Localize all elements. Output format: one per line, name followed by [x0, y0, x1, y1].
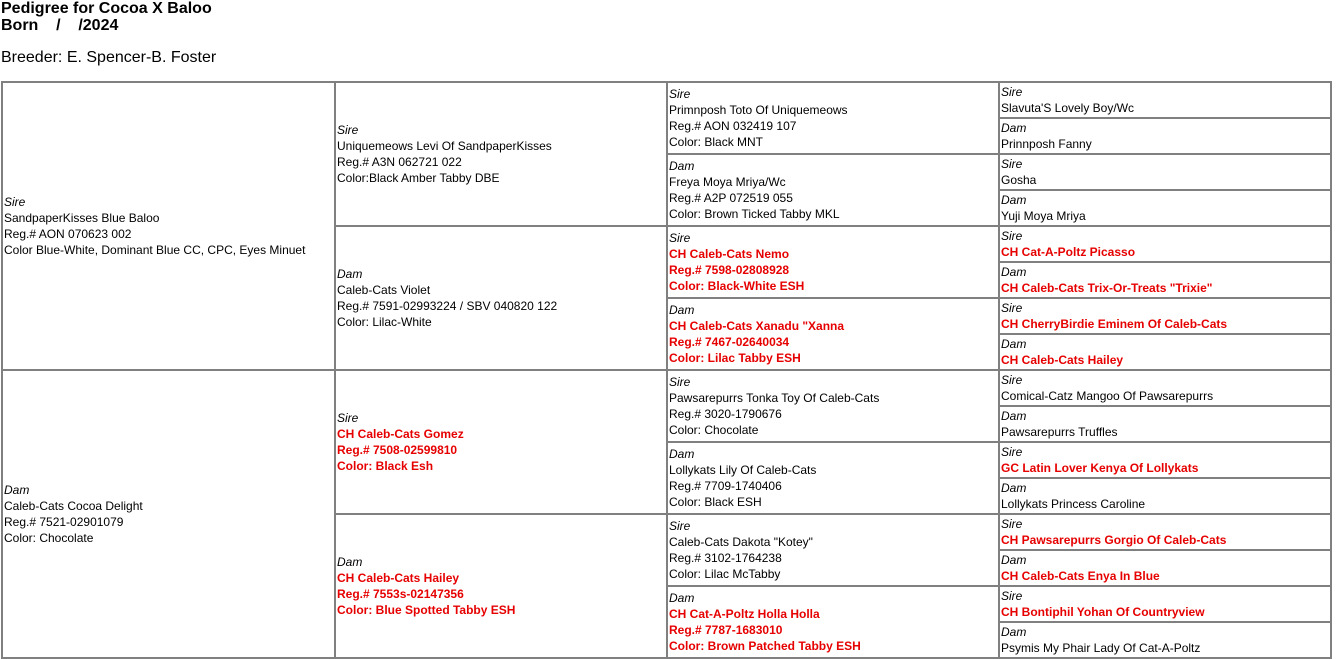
parent-role-label: Dam [1001, 409, 1027, 423]
pedigree-cell-g4-sire [999, 226, 1331, 262]
cat-name: Psymis My Phair Lady Of Cat-A-Poltz [1001, 641, 1201, 655]
pedigree-cell-g3-dam [667, 586, 999, 658]
pedigree-cell-g4-dam [999, 406, 1331, 442]
parent-role-label: Sire [1001, 301, 1023, 315]
parent-role-label: Dam [1001, 121, 1027, 135]
parent-role-label: Sire [1001, 445, 1023, 459]
pedigree-cell-g3-sire [667, 226, 999, 298]
pedigree-cell-g2-sire [335, 82, 667, 226]
parent-role-label: Dam [337, 555, 363, 569]
parent-role-label: Dam [1001, 481, 1027, 495]
pedigree-cell-g3-dam [667, 298, 999, 370]
pedigree-cell-g4-dam [999, 190, 1331, 226]
pedigree-cell-g4-sire [999, 298, 1331, 334]
cat-name: CH Caleb-Cats Gomez [337, 427, 464, 441]
pedigree-cell-g4-dam [999, 478, 1331, 514]
parent-role-label: Dam [1001, 625, 1027, 639]
pedigree-cell-g2-dam [335, 514, 667, 658]
pedigree-cell-g4-dam [999, 334, 1331, 370]
pedigree-cell-g4-sire [999, 82, 1331, 118]
coat-color: Color: Black Esh [337, 459, 434, 473]
registration-number: Reg.# 7521-02901079 [4, 515, 124, 529]
registration-number: Reg.# 7709-1740406 [669, 479, 782, 493]
cat-name: Caleb-Cats Cocoa Delight [4, 499, 143, 513]
registration-number: Reg.# AON 070623 002 [4, 227, 132, 241]
parent-role-label: Dam [337, 267, 363, 281]
coat-color: Color: Brown Patched Tabby ESH [669, 639, 861, 653]
pedigree-cell-g3-sire [667, 370, 999, 442]
pedigree-cell-g3-sire [667, 514, 999, 586]
cat-name: CH Caleb-Cats Hailey [337, 571, 460, 585]
parent-role-label: Sire [1001, 373, 1023, 387]
pedigree-cell-g3-dam [667, 442, 999, 514]
parent-role-label: Dam [669, 447, 695, 461]
parent-role-label: Dam [1001, 265, 1027, 279]
registration-number: Reg.# 7598-02808928 [669, 263, 790, 277]
registration-number: Reg.# 7591-02993224 / SBV 040820 122 [337, 299, 558, 313]
pedigree-cell-g4-sire [999, 586, 1331, 622]
parent-role-label: Dam [669, 303, 695, 317]
pedigree-cell-g1-sire [2, 82, 335, 370]
pedigree-cell-g4-sire [999, 442, 1331, 478]
cat-name: SandpaperKisses Blue Baloo [4, 211, 160, 225]
cat-name: CH Pawsarepurrs Gorgio Of Caleb-Cats [1001, 533, 1227, 547]
parent-role-label: Sire [669, 375, 691, 389]
page-header [1, 0, 212, 34]
coat-color: Color: Chocolate [4, 531, 94, 545]
pedigree-cell-g4-dam [999, 550, 1331, 586]
parent-role-label: Dam [1001, 337, 1027, 351]
parent-role-label: Dam [669, 591, 695, 605]
parent-role-label: Sire [669, 87, 691, 101]
registration-number: Reg.# 7508-02599810 [337, 443, 458, 457]
cat-name: Prinnposh Fanny [1001, 137, 1092, 151]
coat-color: Color Blue-White, Dominant Blue CC, CPC, Eyes Minuet [4, 243, 306, 257]
cat-name: Pawsarepurrs Tonka Toy Of Caleb-Cats [669, 391, 880, 405]
pedigree-cell-g1-dam [2, 370, 335, 658]
parent-role-label: Dam [669, 159, 695, 173]
registration-number: Reg.# 7553s-02147356 [337, 587, 464, 601]
cat-name: GC Latin Lover Kenya Of Lollykats [1001, 461, 1199, 475]
registration-number: Reg.# 7467-02640034 [669, 335, 790, 349]
cat-name: Caleb-Cats Violet [337, 283, 431, 297]
registration-number: Reg.# A2P 072519 055 [669, 191, 793, 205]
coat-color: Color: Lilac McTabby [669, 567, 781, 581]
parent-role-label: Sire [4, 195, 26, 209]
cat-name: CH Bontiphil Yohan Of Countryview [1001, 605, 1205, 619]
coat-color: Color: Lilac-White [337, 315, 432, 329]
coat-color: Color: Black MNT [669, 135, 764, 149]
parent-role-label: Sire [1001, 517, 1023, 531]
pedigree-cell-g2-dam [335, 226, 667, 370]
parent-role-label: Sire [669, 519, 691, 533]
coat-color: Color: Lilac Tabby ESH [669, 351, 801, 365]
page-title: Pedigree for Cocoa X Baloo [1, 0, 212, 17]
parent-role-label: Sire [337, 123, 359, 137]
pedigree-row [2, 370, 1331, 406]
cat-name: CH CherryBirdie Eminem Of Caleb-Cats [1001, 317, 1228, 331]
cat-name: Slavuta'S Lovely Boy/Wc [1001, 101, 1135, 115]
registration-number: Reg.# 7787-1683010 [669, 623, 783, 637]
parent-role-label: Sire [1001, 157, 1023, 171]
cat-name: Uniquemeows Levi Of SandpaperKisses [337, 139, 552, 153]
cat-name: Lollykats Princess Caroline [1001, 497, 1146, 511]
pedigree-table [1, 81, 1332, 659]
cat-name: CH Caleb-Cats Xanadu "Xanna [669, 319, 845, 333]
pedigree-cell-g4-dam [999, 262, 1331, 298]
pedigree-cell-g3-dam [667, 154, 999, 226]
parent-role-label: Sire [1001, 229, 1023, 243]
coat-color: Color: Brown Ticked Tabby MKL [669, 207, 840, 221]
parent-role-label: Dam [1001, 553, 1027, 567]
cat-name: CH Caleb-Cats Trix-Or-Treats "Trixie" [1001, 281, 1213, 295]
registration-number: Reg.# 3102-1764238 [669, 551, 782, 565]
cat-name: Lollykats Lily Of Caleb-Cats [669, 463, 817, 477]
pedigree-cell-g4-sire [999, 154, 1331, 190]
pedigree-cell-g4-sire [999, 370, 1331, 406]
pedigree-cell-g4-sire [999, 514, 1331, 550]
pedigree-cell-g3-sire [667, 82, 999, 154]
cat-name: CH Caleb-Cats Hailey [1001, 353, 1124, 367]
parent-role-label: Dam [4, 483, 30, 497]
cat-name: CH Cat-A-Poltz Holla Holla [669, 607, 820, 621]
cat-name: CH Cat-A-Poltz Picasso [1001, 245, 1136, 259]
pedigree-cell-g4-dam [999, 118, 1331, 154]
parent-role-label: Sire [1001, 589, 1023, 603]
cat-name: CH Caleb-Cats Nemo [669, 247, 790, 261]
parent-role-label: Sire [337, 411, 359, 425]
cat-name: Yuji Moya Mriya [1001, 209, 1086, 223]
cat-name: Primnposh Toto Of Uniquemeows [669, 103, 848, 117]
coat-color: Color: Black-White ESH [669, 279, 805, 293]
cat-name: Comical-Catz Mangoo Of Pawsarepurrs [1001, 389, 1214, 403]
pedigree-cell-g2-sire [335, 370, 667, 514]
cat-name: CH Caleb-Cats Enya In Blue [1001, 569, 1160, 583]
cat-name: Caleb-Cats Dakota "Kotey" [669, 535, 813, 549]
birth-date: Born / /2024 [1, 17, 119, 34]
pedigree-cell-g4-dam [999, 622, 1331, 658]
parent-role-label: Sire [1001, 85, 1023, 99]
coat-color: Color:Black Amber Tabby DBE [337, 171, 500, 185]
coat-color: Color: Black ESH [669, 495, 762, 509]
registration-number: Reg.# A3N 062721 022 [337, 155, 462, 169]
parent-role-label: Dam [1001, 193, 1027, 207]
registration-number: Reg.# AON 032419 107 [669, 119, 797, 133]
cat-name: Freya Moya Mriya/Wc [669, 175, 786, 189]
registration-number: Reg.# 3020-1790676 [669, 407, 782, 421]
cat-name: Pawsarepurrs Truffles [1001, 425, 1118, 439]
cat-name: Gosha [1001, 173, 1037, 187]
coat-color: Color: Chocolate [669, 423, 759, 437]
parent-role-label: Sire [669, 231, 691, 245]
coat-color: Color: Blue Spotted Tabby ESH [337, 603, 516, 617]
breeder-info: Breeder: E. Spencer-B. Foster [1, 49, 217, 66]
pedigree-row [2, 82, 1331, 118]
